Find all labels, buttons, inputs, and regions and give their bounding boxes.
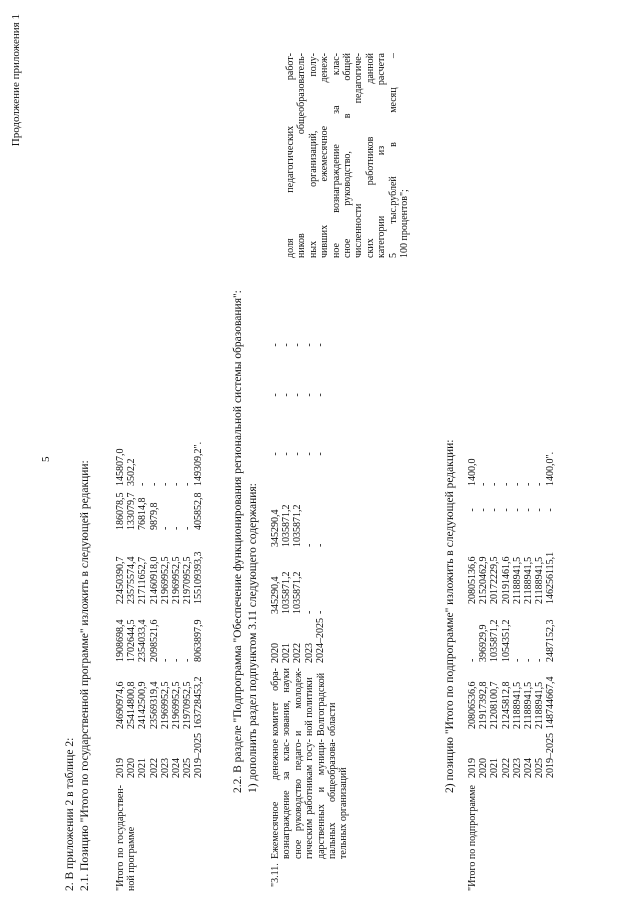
table-row <box>270 317 281 665</box>
note-line: сное руководство, в общей <box>342 53 354 258</box>
executor-line: ной политики <box>304 677 316 736</box>
table-cell: 345290,4 <box>270 509 281 547</box>
note-line: 100 процентов"; <box>399 189 411 258</box>
table-cell: - <box>545 508 557 512</box>
table-cell: - <box>281 343 293 347</box>
section-2-2-sub1: 1) дополнить раздел подпунктом 3.11 следующего содержания: <box>247 483 259 793</box>
table-cell: 2022 <box>500 758 512 778</box>
table-cell: 148744667,4 <box>545 676 557 729</box>
table-cell: 2021 <box>489 758 501 778</box>
table-cell: 25414800,8 <box>126 681 138 729</box>
table-cell: 21188941,5 <box>523 556 535 604</box>
table-state-program-total <box>115 432 205 780</box>
table-cell: 2023 <box>511 758 523 778</box>
table-cell: 1702644,5 <box>126 619 138 662</box>
table-cell: - <box>314 343 326 347</box>
table-cell: 186078,5 <box>115 492 126 530</box>
table-cell: - <box>303 452 315 456</box>
table-cell: 21188941,5 <box>534 681 546 729</box>
table-cell: 2021 <box>137 758 149 778</box>
table-row <box>489 432 500 780</box>
table-cell: - <box>182 658 194 662</box>
table-cell: 2354033,4 <box>137 619 149 662</box>
table-cell: 21969952,5 <box>159 556 171 604</box>
executor-line: зования, науки <box>281 668 293 736</box>
table-cell: - <box>478 508 490 512</box>
executor-line: области <box>327 702 339 736</box>
table-cell: 21188941,5 <box>534 556 546 604</box>
item-text-line: пальных общеобразова- <box>327 739 339 859</box>
table-cell: - <box>303 343 315 347</box>
executor-line: и молодеж- <box>292 668 304 736</box>
table-row <box>478 432 489 780</box>
table-row <box>512 432 523 780</box>
table-cell: 155109393,3 <box>193 551 205 604</box>
table-cell: 345290,4 <box>270 576 281 614</box>
table-cell: 2020 <box>478 758 490 778</box>
table-cell: - <box>467 658 478 662</box>
table-cell: - <box>292 393 304 397</box>
table-cell: 2023 <box>159 758 171 778</box>
table-cell: 2025 <box>534 758 546 778</box>
table-row <box>281 317 292 665</box>
table-cell: - <box>270 452 281 456</box>
section-2-2-heading: 2.2. В разделе "Подпрограмма "Обеспечение функционирования региональной системы образования": <box>232 290 244 793</box>
table-cell: - <box>511 658 523 662</box>
executor-line: Волгоградской <box>315 672 327 736</box>
table1-label-line: ной программе <box>126 826 138 891</box>
table-cell: - <box>182 526 194 530</box>
table-cell: 396929,9 <box>478 624 490 662</box>
table-cell: 2020 <box>270 643 281 663</box>
table-cell: 149309,2". <box>193 441 205 486</box>
table-row <box>545 432 556 780</box>
note-line: ное вознаграждение за клас- <box>330 53 342 258</box>
page-number: 5 <box>40 456 52 462</box>
table-cell: 146256115,1 <box>545 551 557 604</box>
table-cell: - <box>159 482 171 486</box>
table-cell: - <box>314 393 326 397</box>
table-cell: 21520462,9 <box>478 556 490 604</box>
table-cell: 22450390,7 <box>115 556 126 604</box>
table-cell: 133079,7 <box>126 492 138 530</box>
table-row <box>126 432 137 780</box>
table-cell: 2019–2025 <box>193 733 205 778</box>
table-cell: 9879,8 <box>148 502 160 530</box>
item-text-line: гическим работникам госу- <box>304 739 316 859</box>
table-row <box>292 317 303 665</box>
note-line: ских работников данной <box>364 53 376 258</box>
table-cell: 21188941,5 <box>511 681 523 729</box>
item-text-line: Ежемесячное денежное <box>270 739 281 859</box>
table-cell: 21970952,5 <box>182 681 194 729</box>
table-cell: 2022 <box>292 643 304 663</box>
table-cell: - <box>489 508 501 512</box>
table2-body <box>270 317 326 665</box>
table-row <box>115 432 126 780</box>
executor-line: комитет обра- <box>270 668 281 736</box>
table-cell: 8063897,9 <box>193 619 205 662</box>
item-description <box>270 739 350 859</box>
section-2-1-heading: 2.1. Позицию "Итого по государственной программе" изложить в следующей редакции: <box>79 460 91 891</box>
table-cell: - <box>270 343 281 347</box>
table-cell: - <box>281 452 293 456</box>
note-line: численности педагогиче- <box>353 53 365 258</box>
table-cell: - <box>511 482 523 486</box>
table-cell: - <box>314 543 326 547</box>
note-line: ных организаций, полу- <box>307 53 319 258</box>
table-cell: 1054351,2 <box>500 619 512 662</box>
table-cell: 145807,0 <box>115 448 126 486</box>
item-text-line: сное руководство педаго- <box>292 739 304 859</box>
table-row <box>160 432 171 780</box>
table-cell: 1035871,2 <box>489 619 501 662</box>
table-cell: 24690974,6 <box>115 681 126 729</box>
table-cell: - <box>303 543 315 547</box>
table-cell: 1908698,4 <box>115 619 126 662</box>
table-cell: 1035871,2 <box>292 504 304 547</box>
table-cell: - <box>292 452 304 456</box>
table1-body <box>115 432 205 780</box>
table-cell: 23569319,4 <box>148 681 160 729</box>
table1-row-label <box>115 785 138 891</box>
table-cell: - <box>148 482 160 486</box>
table-cell: 2098521,6 <box>148 619 160 662</box>
table-cell: 2024 <box>523 758 535 778</box>
table-cell: - <box>489 482 501 486</box>
table-cell: 1400,0 <box>467 458 478 486</box>
table-item-3-11 <box>270 317 326 665</box>
table-cell: - <box>303 610 315 614</box>
table-cell: 2024–2025 <box>314 618 326 663</box>
table-cell: 2020 <box>126 758 138 778</box>
table-cell: 23575574,4 <box>126 556 138 604</box>
table3-row-label: "Итого по подпрограмме <box>467 785 478 891</box>
item-text-line: тельных организаций <box>338 767 350 859</box>
table-cell: 21208100,7 <box>489 681 501 729</box>
table-cell: 21460918,0 <box>148 556 160 604</box>
note-line: ников общеобразователь- <box>296 53 308 258</box>
table-cell: 1035871,2 <box>292 571 304 614</box>
target-indicator-note <box>285 53 410 258</box>
table1-label-line: "Итого по государствен- <box>115 785 126 891</box>
executor <box>270 668 338 736</box>
table-cell: 1400,0". <box>545 451 557 486</box>
table-row <box>315 317 326 665</box>
table-row <box>523 432 534 780</box>
note-line: 5 тыс.рублей в месяц – <box>387 53 399 258</box>
table-cell: - <box>171 526 183 530</box>
table-cell: - <box>523 508 535 512</box>
table-cell: 2487152,3 <box>545 619 557 662</box>
table-cell: - <box>182 482 194 486</box>
table-cell: 21245812,8 <box>500 681 512 729</box>
table-row <box>304 317 315 665</box>
table-cell: 21969952,5 <box>159 681 171 729</box>
table-row <box>534 432 545 780</box>
table-cell: - <box>137 482 149 486</box>
table-cell: 1035871,2 <box>281 504 293 547</box>
table-cell: - <box>523 658 535 662</box>
table-cell: 21917392,8 <box>478 681 490 729</box>
item-number: "3.11. <box>270 863 281 887</box>
note-line: чивших ежемесячное денеж- <box>319 53 331 258</box>
table-row <box>149 432 160 780</box>
table-cell: 20191461,6 <box>500 556 512 604</box>
table-row <box>193 432 204 780</box>
table-cell: 2021 <box>281 643 293 663</box>
table-cell: - <box>314 452 326 456</box>
table-cell: 2025 <box>182 758 194 778</box>
table-cell: 2024 <box>171 758 183 778</box>
appendix-note: Продолжение приложения 1 <box>10 14 22 147</box>
note-line: доля педагогических работ- <box>285 53 296 258</box>
table-cell: - <box>500 482 512 486</box>
table-cell: - <box>523 482 535 486</box>
table-cell: - <box>534 482 546 486</box>
section-2-2-sub2: 2) позицию "Итого по подпрограмме" изложить в следующей редакции: <box>444 439 456 793</box>
table-cell: - <box>478 482 490 486</box>
table-cell: - <box>511 508 523 512</box>
table-cell: - <box>534 508 546 512</box>
table-cell: 2019 <box>467 758 478 778</box>
table-cell: - <box>171 482 183 486</box>
note-line: категории из расчета <box>376 53 388 258</box>
table-cell: - <box>534 658 546 662</box>
table-cell: 1035871,2 <box>281 571 293 614</box>
table-cell: 20806536,6 <box>467 681 478 729</box>
table-cell: 76814,8 <box>137 497 149 530</box>
table-cell: 20805136,6 <box>467 556 478 604</box>
table3-body <box>467 432 557 780</box>
table-cell: 2019–2025 <box>545 733 557 778</box>
table-cell: - <box>292 343 304 347</box>
section-2-heading: 2. В приложении 2 в таблице 2: <box>64 737 76 891</box>
item-text-line: вознаграждение за клас- <box>281 739 293 859</box>
table-cell: - <box>159 658 171 662</box>
table-cell: 21969952,5 <box>171 681 183 729</box>
table-row <box>171 432 182 780</box>
table-cell: - <box>171 658 183 662</box>
table-cell: - <box>270 393 281 397</box>
table-cell: - <box>500 508 512 512</box>
table-cell: 3502,2 <box>126 458 138 486</box>
table-cell: - <box>467 508 478 512</box>
table-cell: - <box>303 393 315 397</box>
item-text-line: дарственных и муници- <box>315 739 327 859</box>
table-cell: - <box>159 526 171 530</box>
table-cell: 2019 <box>115 758 126 778</box>
table-cell: 21711652,7 <box>137 556 149 604</box>
table-cell: 21188941,5 <box>511 556 523 604</box>
table-cell: 20172229,5 <box>489 556 501 604</box>
table-row <box>137 432 148 780</box>
table-cell: 2023 <box>303 643 315 663</box>
table-subprogram-total <box>467 432 557 780</box>
table-row <box>501 432 512 780</box>
table-cell: - <box>314 610 326 614</box>
table-cell: 24142500,9 <box>137 681 149 729</box>
table-cell: 21969952,5 <box>171 556 183 604</box>
table-cell: 405852,8 <box>193 492 205 530</box>
table-row <box>467 432 478 780</box>
table-cell: 2022 <box>148 758 160 778</box>
table-cell: - <box>281 393 293 397</box>
table-row <box>182 432 193 780</box>
table-cell: 21188941,5 <box>523 681 535 729</box>
table-cell: 21970952,5 <box>182 556 194 604</box>
table-cell: 163728453,2 <box>193 676 205 729</box>
